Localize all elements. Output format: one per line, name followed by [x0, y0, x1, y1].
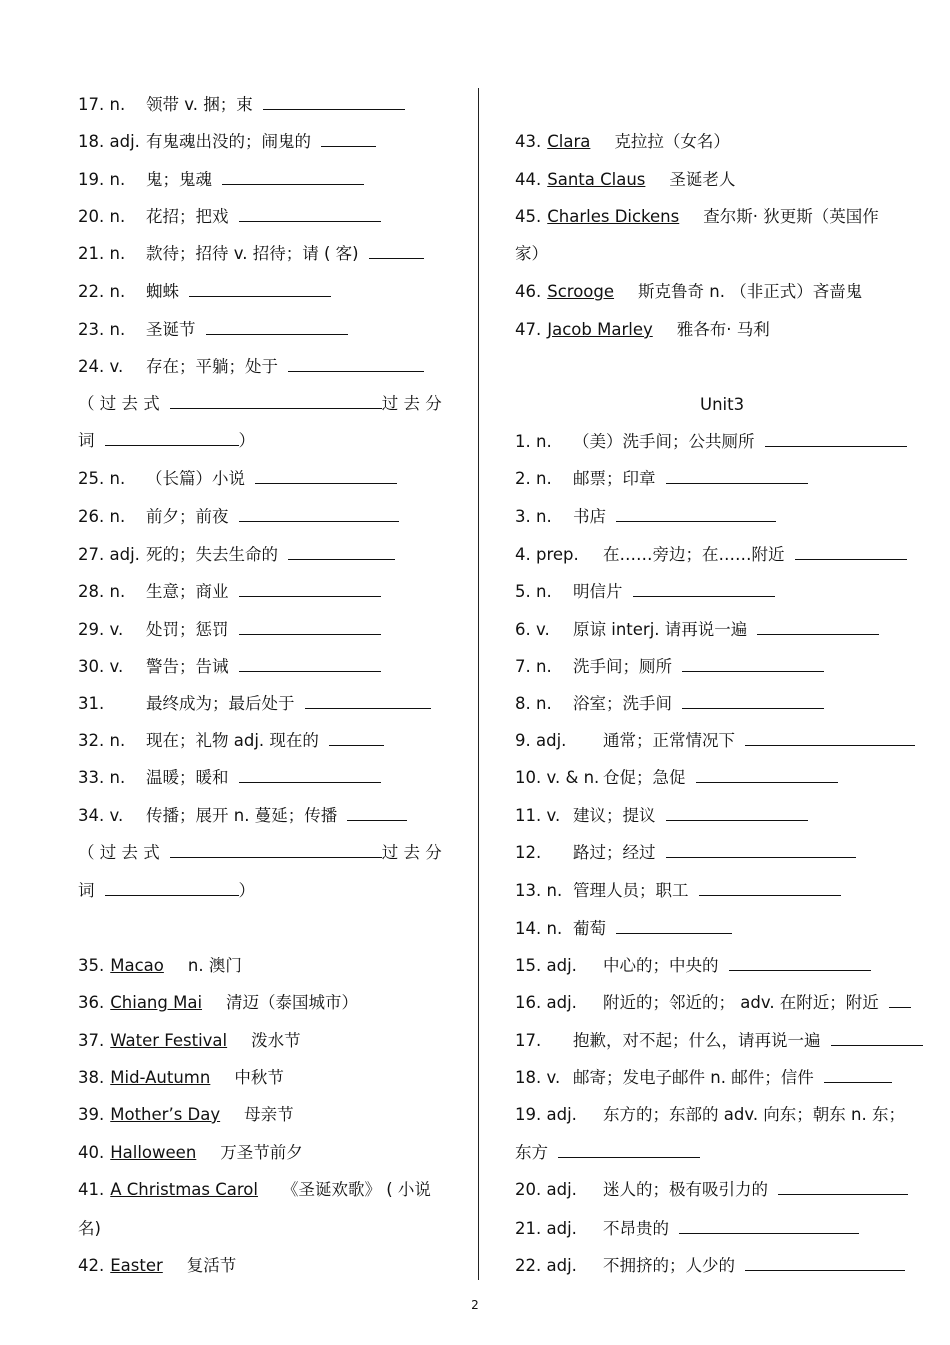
entry-definition: 不拥挤的；人少的: [603, 1256, 735, 1275]
answer-blank[interactable]: [305, 694, 431, 709]
left-entry: [78, 582, 381, 602]
answer-blank[interactable]: [105, 431, 239, 446]
entry-definition: 书店: [573, 507, 606, 526]
answer-blank[interactable]: [795, 545, 907, 560]
left-entry: [78, 357, 424, 377]
entry-definition: 款待；招待 v. 招待；请 ( 客): [146, 244, 359, 263]
answer-blank[interactable]: [255, 469, 397, 484]
entry-text: 过 去 分: [381, 394, 442, 413]
entry-number: 32. n.: [78, 731, 126, 750]
entry-definition: n. 澳门: [187, 956, 242, 975]
entry-text: 词: [78, 431, 95, 450]
english-term: Halloween: [110, 1143, 197, 1162]
left-entry: [78, 469, 397, 489]
entry-number: 23. n.: [78, 320, 126, 339]
right-entry: [515, 582, 775, 602]
answer-blank[interactable]: [889, 993, 911, 1008]
right-entry: [515, 469, 808, 489]
answer-blank[interactable]: [616, 919, 732, 934]
entry-text: ）: [238, 881, 255, 900]
answer-blank[interactable]: [239, 207, 381, 222]
entry-definition: 清迈（泰国城市）: [226, 993, 359, 1012]
entry-number: 33. n.: [78, 768, 126, 787]
entry-text: 过 去 分: [381, 843, 442, 862]
right-entry: [515, 244, 548, 264]
answer-blank[interactable]: [170, 394, 382, 409]
left-entry: [78, 95, 405, 115]
left-entry: [78, 170, 364, 190]
entry-definition: 温暖；暖和: [146, 768, 229, 787]
entry-number: 15. adj.: [515, 956, 577, 975]
entry-number: 20. n.: [78, 207, 126, 226]
answer-blank[interactable]: [682, 694, 824, 709]
left-entry: [78, 956, 242, 976]
left-entry: [78, 507, 399, 527]
entry-number: 13. n.: [515, 881, 563, 900]
entry-number: 2. n.: [515, 469, 552, 488]
entry-number: 17. n.: [78, 95, 126, 114]
entry-definition: 邮寄；发电子邮件 n. 邮件；信件: [573, 1068, 814, 1087]
right-entry: [515, 620, 879, 640]
right-entry: [515, 132, 730, 152]
page-number: 2: [471, 1298, 479, 1312]
left-entry: [78, 132, 376, 152]
entry-number: 42.: [78, 1256, 105, 1275]
entry-number: 30. v.: [78, 657, 124, 676]
right-entry: [515, 1180, 908, 1200]
left-entry: [78, 394, 442, 414]
entry-definition: 克拉拉（女名）: [614, 132, 730, 151]
answer-blank[interactable]: [105, 881, 239, 896]
answer-blank[interactable]: [170, 843, 382, 858]
answer-blank[interactable]: [288, 545, 395, 560]
entry-number: 8. n.: [515, 694, 552, 713]
english-term: Easter: [110, 1256, 163, 1275]
answer-blank[interactable]: [329, 731, 384, 746]
entry-number: 40.: [78, 1143, 105, 1162]
right-entry: [515, 694, 824, 714]
entry-number: 46.: [515, 282, 542, 301]
entry-definition: 中秋节: [234, 1068, 284, 1087]
left-entry: [78, 843, 442, 863]
entry-definition: 查尔斯· 狄更斯（英国作: [703, 207, 879, 226]
left-entry: [78, 881, 255, 901]
entry-text: （ 过 去 式: [78, 843, 160, 862]
right-entry: [515, 843, 856, 863]
entry-number: 18. v.: [515, 1068, 561, 1087]
entry-definition: 生意；商业: [146, 582, 229, 601]
entry-text: 词: [78, 881, 95, 900]
left-entry: [78, 694, 431, 714]
entry-number: 24. v.: [78, 357, 124, 376]
entry-definition: 警告；告诫: [146, 657, 229, 676]
left-entry: [78, 1180, 431, 1200]
english-term: Jacob Marley: [547, 320, 653, 339]
english-term: Macao: [110, 956, 164, 975]
entry-number: 38.: [78, 1068, 105, 1087]
entry-number: 19. adj.: [515, 1105, 577, 1124]
entry-number: 45.: [515, 207, 542, 226]
entry-number: 19. n.: [78, 170, 126, 189]
right-entry: [515, 806, 808, 826]
entry-number: 4. prep.: [515, 545, 579, 564]
entry-number: 43.: [515, 132, 542, 151]
left-entry: [78, 244, 424, 264]
entry-definition: 处罚；惩罚: [146, 620, 229, 639]
answer-blank[interactable]: [558, 1143, 700, 1158]
right-entry: [515, 919, 732, 939]
answer-blank[interactable]: [263, 95, 405, 110]
entry-definition: 通常；正常情况下: [603, 731, 735, 750]
entry-number: 16. adj.: [515, 993, 577, 1012]
left-entry: [78, 993, 358, 1013]
entry-number: 20. adj.: [515, 1180, 577, 1199]
english-term: Santa Claus: [547, 170, 646, 189]
left-entry: [78, 320, 348, 340]
left-entry: [78, 731, 384, 751]
entry-definition: （长篇）小说: [146, 469, 245, 488]
answer-blank[interactable]: [745, 731, 915, 746]
left-entry: [78, 1256, 236, 1276]
entry-definition: 雅各布· 马利: [676, 320, 770, 339]
left-entry: [78, 1219, 101, 1239]
right-entry: [515, 993, 911, 1013]
answer-blank[interactable]: [239, 620, 381, 635]
left-entry: [78, 545, 395, 565]
entry-definition: 领带 v. 捆；束: [146, 95, 253, 114]
entry-definition: 母亲节: [244, 1105, 294, 1124]
answer-blank[interactable]: [239, 768, 381, 783]
entry-number: 11. v.: [515, 806, 561, 825]
entry-definition: 复活节: [186, 1256, 237, 1275]
entry-text: 名): [78, 1219, 101, 1238]
entry-definition: 东方的；东部的 adv. 向东；朝东 n. 东；: [603, 1105, 905, 1124]
entry-definition: 斯克鲁奇 n. （非正式）吝啬鬼: [638, 282, 863, 301]
entry-number: 28. n.: [78, 582, 126, 601]
left-entry: [78, 768, 381, 788]
entry-number: 7. n.: [515, 657, 552, 676]
right-entry: [515, 1219, 859, 1239]
entry-definition: 明信片: [573, 582, 623, 601]
left-entry: [78, 1031, 301, 1051]
right-entry: [515, 1068, 892, 1088]
entry-definition: 蜘蛛: [146, 282, 179, 301]
entry-number: 47.: [515, 320, 542, 339]
entry-definition: 死的；失去生命的: [146, 545, 278, 564]
english-term: Water Festival: [110, 1031, 228, 1050]
entry-definition: 《圣诞欢歌》 ( 小说: [281, 1180, 431, 1199]
answer-blank[interactable]: [666, 469, 808, 484]
right-entry: [515, 170, 735, 190]
entry-definition: （美）洗手间；公共厕所: [573, 432, 755, 451]
left-entry: [78, 1105, 294, 1125]
entry-number: 39.: [78, 1105, 105, 1124]
entry-number: 21. adj.: [515, 1219, 577, 1238]
answer-blank[interactable]: [288, 357, 424, 372]
answer-blank[interactable]: [778, 1180, 908, 1195]
entry-definition: 仓促；急促: [603, 768, 686, 787]
entry-number: 36.: [78, 993, 105, 1012]
answer-blank[interactable]: [765, 432, 907, 447]
entry-text: ）: [238, 431, 255, 450]
answer-blank[interactable]: [682, 657, 824, 672]
entry-number: 29. v.: [78, 620, 124, 639]
entry-definition: 路过；经过: [573, 843, 656, 862]
answer-blank[interactable]: [369, 244, 424, 259]
left-entry: [78, 1068, 284, 1088]
entry-definition: 有鬼魂出没的；闹鬼的: [146, 132, 311, 151]
entry-number: 18. adj.: [78, 132, 140, 151]
entry-definition: 泼水节: [251, 1031, 301, 1050]
left-entry: [78, 657, 381, 677]
left-entry: [78, 1143, 303, 1163]
entry-number: 10. v. & n.: [515, 768, 600, 787]
right-entry: [515, 320, 770, 340]
answer-blank[interactable]: [666, 843, 856, 858]
english-term: A Christmas Carol: [110, 1180, 258, 1199]
entry-number: 34. v.: [78, 806, 124, 825]
left-entry: [78, 431, 255, 451]
right-entry: [515, 282, 862, 302]
entry-definition: 葡萄: [573, 919, 606, 938]
entry-definition: 管理人员；职工: [573, 881, 689, 900]
entry-number: 21. n.: [78, 244, 126, 263]
entry-definition: 浴室；洗手间: [573, 694, 672, 713]
english-term: Scrooge: [547, 282, 615, 301]
entry-number: 37.: [78, 1031, 105, 1050]
entry-definition: 原谅 interj. 请再说一遍: [573, 620, 748, 639]
entry-number: 27. adj.: [78, 545, 140, 564]
unit-heading: Unit3: [700, 395, 745, 414]
entry-definition: 不昂贵的: [603, 1219, 669, 1238]
entry-definition: 迷人的；极有吸引力的: [603, 1180, 768, 1199]
entry-definition: 存在；平躺；处于: [146, 357, 278, 376]
entry-definition: 圣诞节: [146, 320, 196, 339]
entry-definition: 抱歉，对不起；什么，请再说一遍: [573, 1031, 821, 1050]
entry-number: 1. n.: [515, 432, 552, 451]
entry-number: 35.: [78, 956, 105, 975]
answer-blank[interactable]: [222, 170, 364, 185]
entry-number: 41.: [78, 1180, 105, 1199]
entry-definition: 鬼；鬼魂: [146, 170, 212, 189]
answer-blank[interactable]: [831, 1031, 923, 1046]
answer-blank[interactable]: [239, 657, 381, 672]
answer-blank[interactable]: [679, 1219, 859, 1234]
left-entry: [78, 620, 381, 640]
english-term: Mother’s Day: [110, 1105, 221, 1124]
entry-definition: 建议；提议: [573, 806, 656, 825]
right-entry: [515, 956, 871, 976]
right-entry: [515, 1031, 923, 1051]
right-entry: [515, 731, 915, 751]
entry-definition: 圣诞老人: [669, 170, 736, 189]
answer-blank[interactable]: [696, 768, 838, 783]
english-term: Clara: [547, 132, 591, 151]
column-divider: [478, 88, 479, 1280]
answer-blank[interactable]: [757, 620, 879, 635]
entry-number: 6. v.: [515, 620, 550, 639]
entry-number: 22. adj.: [515, 1256, 577, 1275]
right-entry: [515, 432, 907, 452]
entry-number: 3. n.: [515, 507, 552, 526]
answer-blank[interactable]: [321, 132, 376, 147]
answer-blank[interactable]: [699, 881, 841, 896]
answer-blank[interactable]: [616, 507, 776, 522]
right-entry: [515, 657, 824, 677]
entry-text: （ 过 去 式: [78, 394, 160, 413]
right-entry: [515, 545, 907, 565]
right-entry: [515, 507, 776, 527]
entry-definition: 最终成为；最后处于: [146, 694, 295, 713]
entry-number: 9. adj.: [515, 731, 567, 750]
right-entry: [515, 1105, 905, 1125]
right-entry: [515, 768, 838, 788]
entry-number: 31.: [78, 694, 105, 713]
entry-definition: 在……旁边；在……附近: [603, 545, 785, 564]
answer-blank[interactable]: [666, 806, 808, 821]
right-entry: [700, 395, 744, 415]
entry-number: 14. n.: [515, 919, 563, 938]
answer-blank[interactable]: [239, 507, 399, 522]
answer-blank[interactable]: [745, 1256, 905, 1271]
entry-definition: 传播；展开 n. 蔓延；传播: [146, 806, 338, 825]
answer-blank[interactable]: [206, 320, 348, 335]
right-entry: [515, 1143, 700, 1163]
left-entry: [78, 806, 407, 826]
left-entry: [78, 282, 331, 302]
english-term: Chiang Mai: [110, 993, 203, 1012]
entry-definition: 邮票；印章: [573, 469, 656, 488]
entry-text: 东方: [515, 1143, 548, 1162]
answer-blank[interactable]: [189, 282, 331, 297]
entry-number: 22. n.: [78, 282, 126, 301]
english-term: Mid-Autumn: [110, 1068, 211, 1087]
right-entry: [515, 207, 879, 227]
answer-blank[interactable]: [729, 956, 871, 971]
entry-text: 家）: [515, 244, 548, 263]
entry-number: 17.: [515, 1031, 542, 1050]
entry-definition: 前夕；前夜: [146, 507, 229, 526]
answer-blank[interactable]: [239, 582, 381, 597]
answer-blank[interactable]: [824, 1068, 892, 1083]
entry-definition: 花招；把戏: [146, 207, 229, 226]
entry-number: 26. n.: [78, 507, 126, 526]
entry-definition: 万圣节前夕: [220, 1143, 303, 1162]
answer-blank[interactable]: [347, 806, 407, 821]
entry-definition: 附近的；邻近的； adv. 在附近；附近: [603, 993, 879, 1012]
entry-number: 12.: [515, 843, 542, 862]
entry-definition: 现在；礼物 adj. 现在的: [146, 731, 319, 750]
left-entry: [78, 207, 381, 227]
entry-definition: 洗手间；厕所: [573, 657, 672, 676]
right-entry: [515, 1256, 905, 1276]
entry-number: 25. n.: [78, 469, 126, 488]
entry-number: 5. n.: [515, 582, 552, 601]
right-entry: [515, 881, 841, 901]
entry-number: 44.: [515, 170, 542, 189]
english-term: Charles Dickens: [547, 207, 680, 226]
answer-blank[interactable]: [633, 582, 775, 597]
entry-definition: 中心的；中央的: [603, 956, 719, 975]
